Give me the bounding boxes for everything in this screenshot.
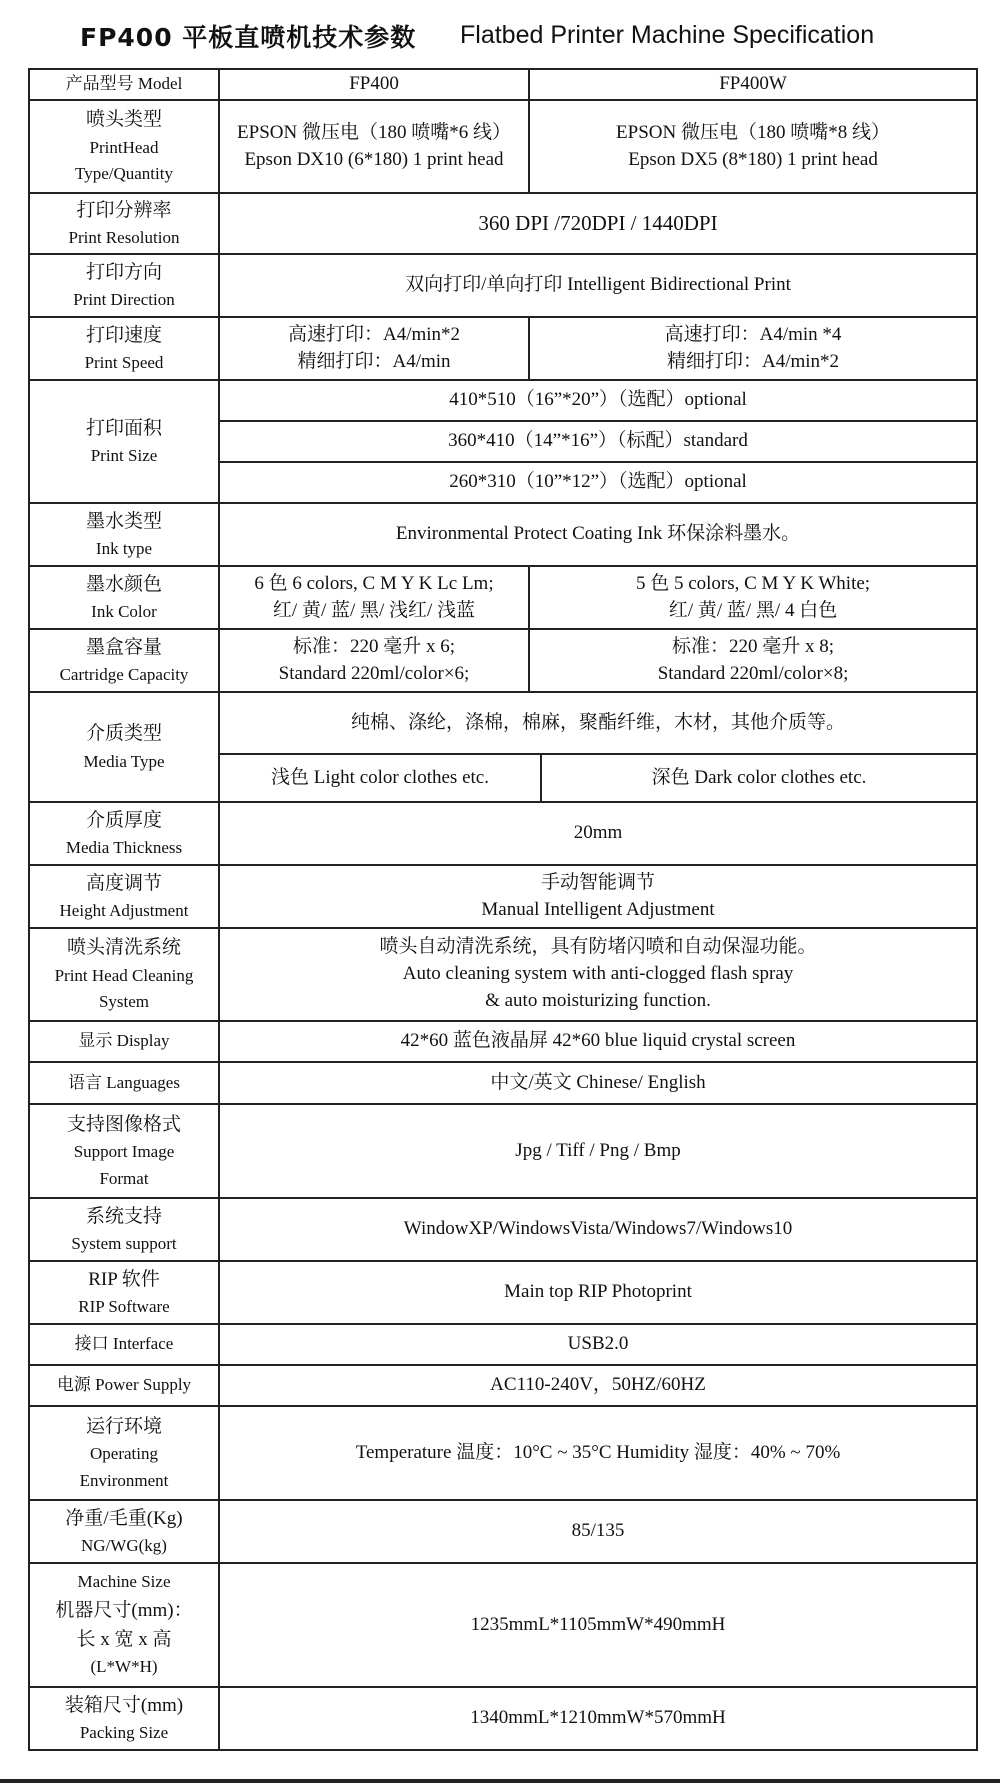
- row-weight: [29, 1500, 977, 1563]
- resolution-value: 360 DPI /720DPI / 1440DPI: [219, 193, 977, 254]
- label-weight: 净重/毛重(Kg) NG/WG(kg): [29, 1500, 219, 1563]
- row-cartridge: [29, 629, 977, 692]
- row-ink-color: [29, 566, 977, 629]
- label-print-size: 打印面积 Print Size: [29, 380, 219, 503]
- height-adjustment-value: 手动智能调节 Manual Intelligent Adjustment: [219, 865, 977, 928]
- speed-fp400: 高速打印：A4/min*2 精细打印：A4/min: [219, 317, 529, 380]
- print-size-option-1: 410*510（16”*20”）（选配）optional: [219, 380, 977, 421]
- row-ink-type: [29, 503, 977, 566]
- label-image-format: 支持图像格式 Support Image Format: [29, 1104, 219, 1198]
- row-machine-size: [29, 1563, 977, 1687]
- label-height-adjustment: 高度调节 Height Adjustment: [29, 865, 219, 928]
- print-size-option-3: 260*310（10”*12”）（选配）optional: [219, 462, 977, 503]
- packing-size-value: 1340mmL*1210mmW*570mmH: [219, 1687, 977, 1750]
- model-fp400w: FP400W: [529, 69, 977, 100]
- label-printhead: 喷头类型 PrintHead Type/Quantity: [29, 100, 219, 193]
- row-languages: [29, 1062, 977, 1104]
- row-cleaning: [29, 928, 977, 1021]
- cartridge-fp400: 标准：220 毫升 x 6; Standard 220ml/color×6;: [219, 629, 529, 692]
- system-support-value: WindowXP/WindowsVista/Windows7/Windows10: [219, 1198, 977, 1261]
- row-display: [29, 1021, 977, 1062]
- label-display: 显示 Display: [29, 1021, 219, 1062]
- interface-value: USB2.0: [219, 1324, 977, 1365]
- label-cleaning: 喷头清洗系统 Print Head Cleaning System: [29, 928, 219, 1021]
- machine-size-value: 1235mmL*1105mmW*490mmH: [219, 1563, 977, 1687]
- label-system-support: 系统支持 System support: [29, 1198, 219, 1261]
- label-packing-size: 装箱尺寸(mm) Packing Size: [29, 1687, 219, 1750]
- direction-value: 双向打印/单向打印 Intelligent Bidirectional Print: [219, 254, 977, 317]
- row-model: [29, 69, 977, 100]
- row-speed: [29, 317, 977, 380]
- document-header: [0, 0, 1000, 68]
- image-format-value: Jpg / Tiff / Png / Bmp: [219, 1104, 977, 1198]
- row-power: [29, 1365, 977, 1406]
- row-printhead: [29, 100, 977, 193]
- row-image-format: [29, 1104, 977, 1198]
- label-power: 电源 Power Supply: [29, 1365, 219, 1406]
- label-languages: 语言 Languages: [29, 1062, 219, 1104]
- specification-table: [28, 68, 978, 1751]
- page-title-chinese: FP400 平板直喷机技术参数: [80, 23, 417, 52]
- media-dark-color: 深色 Dark color clothes etc.: [541, 754, 977, 802]
- label-thickness: 介质厚度 Media Thickness: [29, 802, 219, 865]
- rip-value: Main top RIP Photoprint: [219, 1261, 977, 1324]
- ink-color-fp400w: 5 色 5 colors, C M Y K White; 红/ 黄/ 蓝/ 黑/ 4 白色: [529, 566, 977, 629]
- row-direction: [29, 254, 977, 317]
- thickness-value: 20mm: [219, 802, 977, 865]
- row-interface: [29, 1324, 977, 1365]
- ink-type-value: Environmental Protect Coating Ink 环保涂料墨水。: [219, 503, 977, 566]
- label-environment: 运行环境 Operating Environment: [29, 1406, 219, 1500]
- row-thickness: [29, 802, 977, 865]
- print-size-option-2: 360*410（14”*16”）（标配）standard: [219, 421, 977, 462]
- label-media-type: 介质类型 Media Type: [29, 692, 219, 802]
- row-system-support: [29, 1198, 977, 1261]
- cleaning-value: 喷头自动清洗系统，具有防堵闪喷和自动保湿功能。 Auto cleaning system with anti-clogged flash spray & auto moisturizing function.: [219, 928, 977, 1021]
- row-rip: [29, 1261, 977, 1324]
- row-height-adjustment: [29, 865, 977, 928]
- label-model: 产品型号 Model: [29, 69, 219, 100]
- row-print-size: [29, 380, 977, 421]
- page-title-english: Flatbed Printer Machine Specification: [460, 21, 875, 49]
- printhead-fp400w: EPSON 微压电（180 喷嘴*8 线） Epson DX5 (8*180) 1 print head: [529, 100, 977, 193]
- row-media-type: [29, 692, 977, 754]
- display-value: 42*60 蓝色液晶屏 42*60 blue liquid crystal screen: [219, 1021, 977, 1062]
- media-type-value: 纯棉、涤纶，涤棉，棉麻，聚酯纤维，木材，其他介质等。: [219, 692, 977, 754]
- label-machine-size: Machine Size 机器尺寸(mm)： 长 x 宽 x 高 (L*W*H): [29, 1563, 219, 1687]
- power-value: AC110-240V，50HZ/60HZ: [219, 1365, 977, 1406]
- languages-value: 中文/英文 Chinese/ English: [219, 1062, 977, 1104]
- model-fp400: FP400: [219, 69, 529, 100]
- label-interface: 接口 Interface: [29, 1324, 219, 1365]
- weight-value: 85/135: [219, 1500, 977, 1563]
- label-cartridge: 墨盒容量 Cartridge Capacity: [29, 629, 219, 692]
- label-ink-type: 墨水类型 Ink type: [29, 503, 219, 566]
- row-environment: [29, 1406, 977, 1500]
- label-rip: RIP 软件 RIP Software: [29, 1261, 219, 1324]
- media-light-color: 浅色 Light color clothes etc.: [219, 754, 541, 802]
- label-speed: 打印速度 Print Speed: [29, 317, 219, 380]
- environment-value: Temperature 温度：10°C ~ 35°C Humidity 湿度：40% ~ 70%: [219, 1406, 977, 1500]
- ink-color-fp400: 6 色 6 colors, C M Y K Lc Lm; 红/ 黄/ 蓝/ 黑/ 浅红/ 浅蓝: [219, 566, 529, 629]
- label-resolution: 打印分辨率 Print Resolution: [29, 193, 219, 254]
- printhead-fp400: EPSON 微压电（180 喷嘴*6 线） Epson DX10 (6*180) 1 print head: [219, 100, 529, 193]
- row-packing-size: [29, 1687, 977, 1750]
- row-resolution: [29, 193, 977, 254]
- cartridge-fp400w: 标准：220 毫升 x 8; Standard 220ml/color×8;: [529, 629, 977, 692]
- label-ink-color: 墨水颜色 Ink Color: [29, 566, 219, 629]
- label-direction: 打印方向 Print Direction: [29, 254, 219, 317]
- speed-fp400w: 高速打印：A4/min *4 精细打印：A4/min*2: [529, 317, 977, 380]
- bottom-divider: [0, 1779, 1000, 1783]
